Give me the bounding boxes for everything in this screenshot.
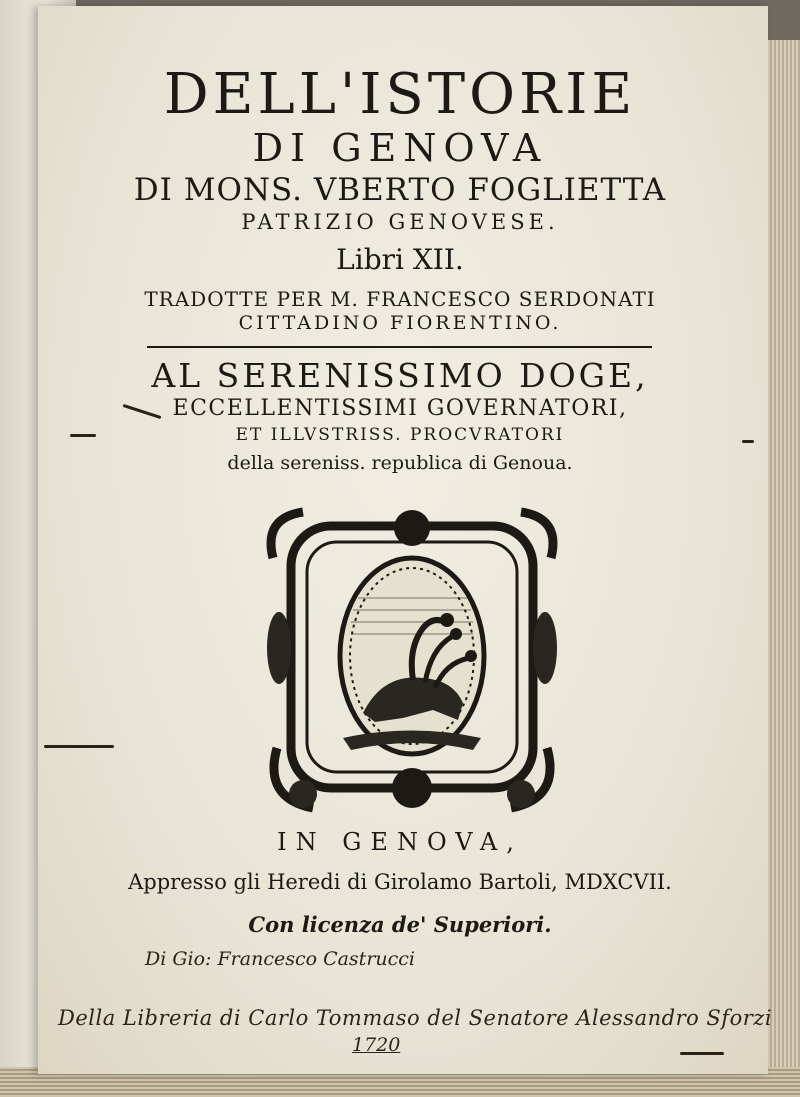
imprint-printer: Appresso gli Heredi di Girolamo Bartoli, MDXCVII.: [128, 870, 672, 894]
handwritten-year: 1720: [352, 1034, 401, 1056]
translator-line: TRADOTTE PER M. FRANCESCO SERDONATI: [144, 287, 656, 311]
imprint-place: IN GENOVA,: [277, 828, 523, 856]
ink-mark: [44, 745, 114, 748]
translator-origin: CITTADINO FIORENTINO.: [238, 312, 562, 334]
dedication-governors: ECCELLENTISSIMI GOVERNATORI,: [172, 396, 628, 421]
dedication-doge: AL SERENISSIMO DOGE,: [151, 356, 649, 395]
book-title: DELL'ISTORIE: [163, 62, 637, 127]
imprint-license: Con licenza de' Superiori.: [248, 912, 552, 937]
author-origin: PATRIZIO GENOVESE.: [241, 210, 559, 234]
volume-count: Libri XII.: [336, 243, 464, 276]
ink-mark: [742, 440, 754, 443]
ink-mark: [680, 1052, 724, 1055]
dedication-republic: della sereniss. republica di Genoua.: [227, 452, 573, 474]
author-line: DI MONS. VBERTO FOGLIETTA: [133, 172, 667, 208]
ink-mark: [70, 434, 96, 437]
title-line-genova: DI GENOVA: [252, 126, 548, 170]
dedication-procurators: ET ILLVSTRISS. PROCVRATORI: [235, 425, 565, 445]
horizontal-rule: [147, 346, 652, 348]
handwritten-owner-inscription: Di Gio: Francesco Castrucci: [145, 948, 415, 970]
printer-device-emblem: [263, 498, 561, 820]
handwritten-library-inscription: Della Libreria di Carlo Tommaso del Senatore Alessandro Sforzi: [58, 1006, 773, 1030]
